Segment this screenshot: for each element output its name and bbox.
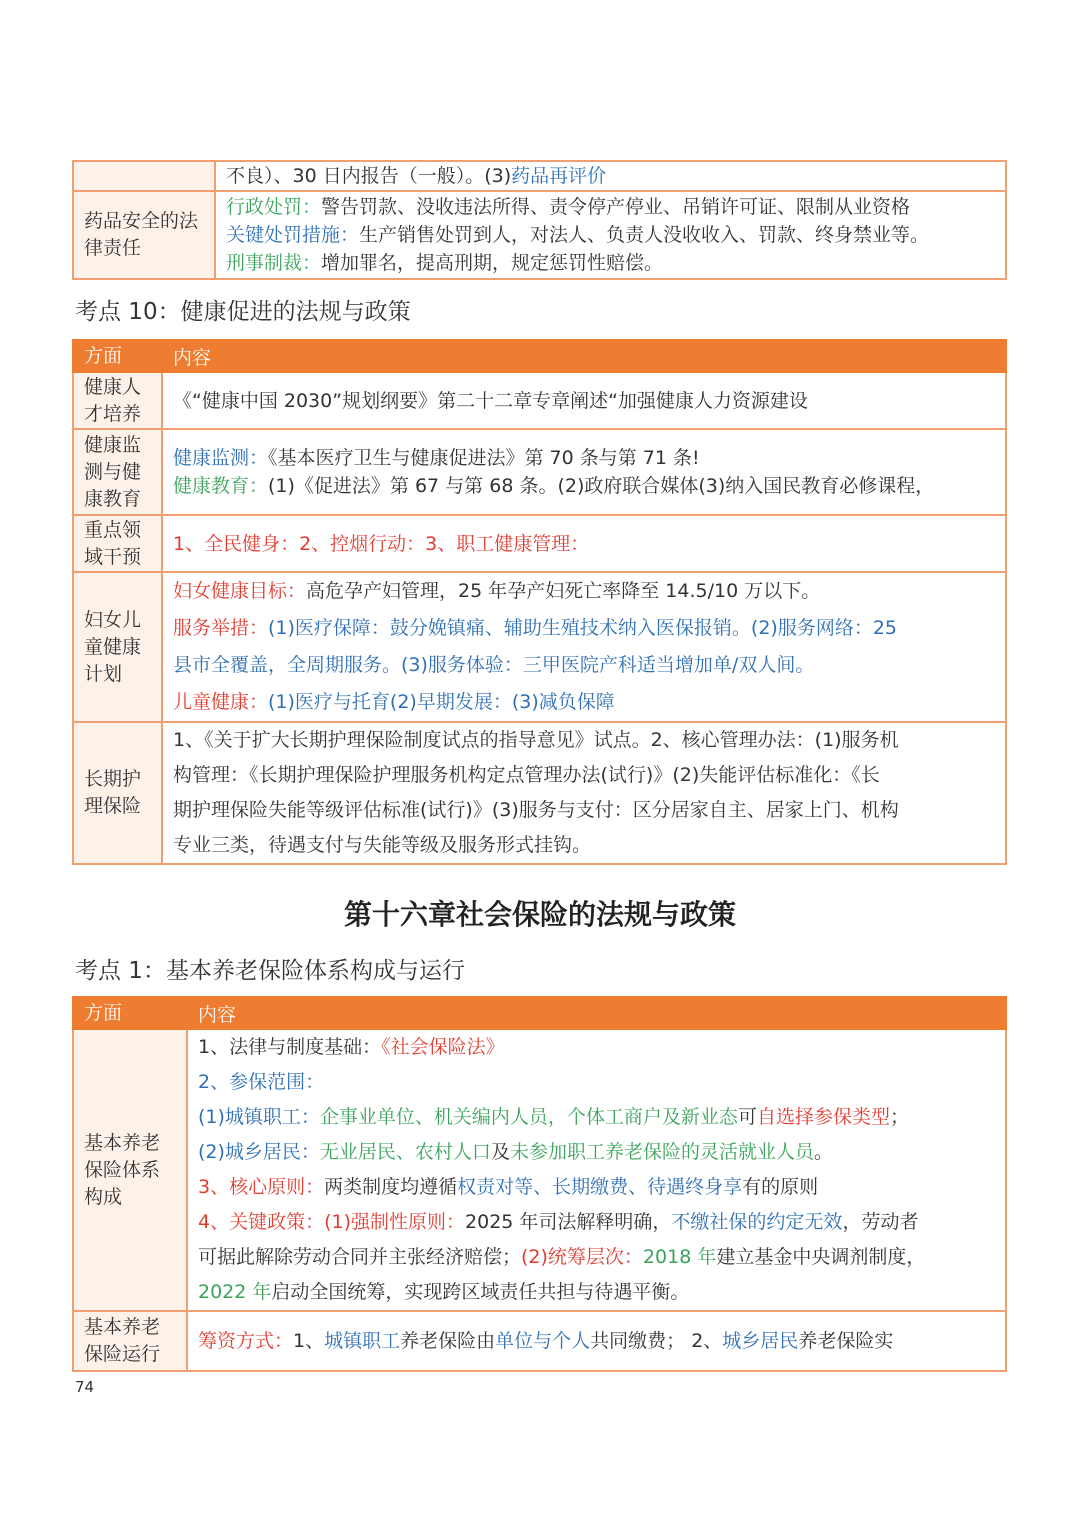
content-line: 关键处罚措施：生产销售处罚到人，对法人、负责人没收收入、罚款、终身禁业等。	[226, 224, 930, 246]
aspect-women-children: 妇女儿童健康计划	[73, 572, 162, 722]
table-cell-content: 1、《关于扩大长期护理保险制度试点的指导意见》试点。2、核心管理办法：(1)服务机 构管理：《长期护理保险护理服务机构定点管理办法(试行)》(2)失能评估标准化：《长 期护理保险失能等级评估标准(试行)》(3)服务与支付：区分居家自主、居家上门、机构 专业三类，待遇支付与失能等级及服务形式挂钩。	[162, 722, 1006, 864]
table-cell-content	[215, 191, 1006, 279]
aspect-talent: 健康人才培养	[73, 372, 162, 429]
table-header-aspect: 方面	[73, 997, 187, 1029]
table-header-content: 内容	[162, 340, 1006, 372]
aspect-monitoring: 健康监测与健康教育	[73, 429, 162, 515]
table-cell-content: 筹资方式：1、城镇职工养老保险由单位与个人共同缴费； 2、城乡居民养老保险实	[187, 1311, 1006, 1371]
table-cell-content: 妇女健康目标：高危孕产妇管理，25 年孕产妇死亡率降至 14.5/10 万以下。 服务举措：(1)医疗保障：鼓分娩镇痛、辅助生殖技术纳入医保报销。(2)服务网络：25 县市全覆盖，全周期服务。(3)服务体验：三甲医院产科适当增加单/双人间。 儿童健康：(1)医疗与托育(2)早期发展：(3)减负保障	[162, 572, 1006, 722]
table-cell-content: 1、法律与制度基础：《社会保险法》 2、参保范围： (1)城镇职工：企事业单位、机关编内人员，个体工商户及新业态可自选择参保类型； (2)城乡居民：无业居民、农村人口及未参加职工养老保险的灵活就业人员。 3、核心原则：两类制度均遵循权责对等、长期缴费、待遇终身享有的原则 4、关键政策：(1)强制性原则：2025 年司法解释明确，不缴社保的约定无效，劳动者 可据此解除劳动合同并主张经济赔偿；(2)统筹层次：2018 年建立基金中央调剂制度， 2022 年启动全国统筹，实现跨区域责任共担与待遇平衡。	[187, 1029, 1006, 1311]
page-number: 74	[75, 1378, 95, 1396]
aspect-pension-operation: 基本养老保险运行	[73, 1311, 187, 1371]
table-cell-content: 《“健康中国 2030”规划纲要》第二十二章专章阐述“加强健康人力资源建设	[162, 372, 1006, 429]
section-heading-kd10: 考点 10：健康促进的法规与政策	[75, 299, 411, 325]
table-header-content: 内容	[187, 997, 1006, 1029]
table-cell-empty	[73, 161, 215, 191]
content-line: 刑事制裁：增加罪名，提高刑期，规定惩罚性赔偿。	[226, 252, 664, 274]
aspect-pension-structure: 基本养老保险体系构成	[73, 1029, 187, 1311]
aspect-drug-liability: 药品安全的法律责任	[73, 191, 215, 279]
table-cell-content: 健康监测：《基本医疗卫生与健康促进法》第 70 条与第 71 条! 健康教育：(1)《促进法》第 67 与第 68 条。(2)政府联合媒体(3)纳入国民教育必修课程，	[162, 429, 1006, 515]
table-cell-content: 不良）、30 日内报告（一般）。(3)药品再评价	[215, 161, 1006, 191]
drug-safety-table	[72, 160, 1007, 280]
pension-table	[72, 996, 1007, 1372]
table-cell-content: 1、全民健身：2、控烟行动：3、职工健康管理：	[162, 515, 1006, 572]
aspect-long-term-care: 长期护理保险	[73, 722, 162, 864]
table-header-aspect: 方面	[73, 340, 162, 372]
chapter-title: 第十六章社会保险的法规与政策	[343, 898, 736, 931]
section-heading-kd1: 考点 1：基本养老保险体系构成与运行	[75, 958, 465, 984]
content-line: 行政处罚：警告罚款、没收违法所得、责令停产停业、吊销许可证、限制从业资格	[226, 196, 911, 218]
aspect-key-areas: 重点领域干预	[73, 515, 162, 572]
health-promotion-table	[72, 339, 1007, 865]
